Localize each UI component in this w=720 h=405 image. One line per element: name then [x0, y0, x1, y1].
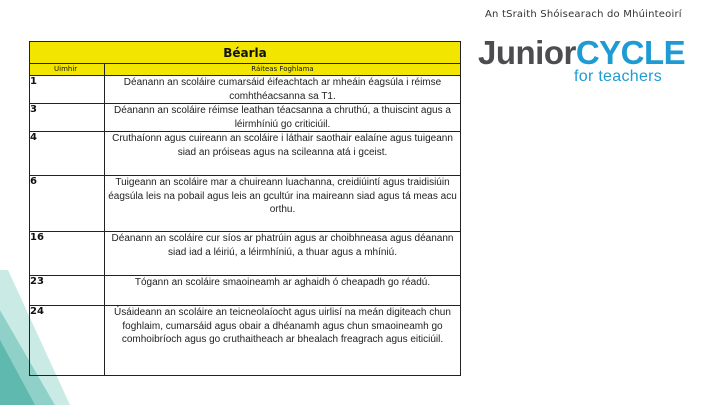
- row-statement: Úsáideann an scoláire an teicneolaíocht agus uirlisí na meán digiteach chun foghlaim, cumarsáid agus obair a dhéanamh agus chun smaoineamh go comhoibríoch agus go cruthaitheach ar bhealach freagrach agus eiticiúil.: [105, 306, 461, 376]
- row-statement: Déanann an scoláire cumarsáid éifeachtach ar mheáin éagsúla i réimse comhthéacsanna sa T1.: [105, 76, 461, 104]
- row-statement: Déanann an scoláire cur síos ar phatrúin agus ar choibhneasa agus déanann siad iad a léiriú, a léirmhíniú, a thuar agus a mhíniú.: [105, 232, 461, 276]
- column-header-number: Uimhir: [30, 64, 105, 76]
- row-statement: Tógann an scoláire smaoineamh ar aghaidh ó cheapadh go réadú.: [105, 276, 461, 306]
- table-row: [30, 276, 461, 306]
- table-row: [30, 306, 461, 376]
- learning-outcomes-table: [29, 41, 461, 376]
- row-number: 1: [30, 76, 105, 104]
- logo-junior: Junior: [478, 34, 576, 71]
- row-statement: Tuigeann an scoláire mar a chuireann luachanna, creidiúintí agus traidisiúin éagsúla leis na pobail agus leis an gcultúr ina maireann siad agus tá meas acu orthu.: [105, 176, 461, 232]
- table-row: [30, 176, 461, 232]
- table-title: Béarla: [30, 42, 461, 64]
- logo-cycle: CYCLE: [575, 34, 686, 71]
- table-row: [30, 232, 461, 276]
- column-header-statement: Ráiteas Foghlama: [105, 64, 461, 76]
- junior-cycle-logo: [478, 34, 713, 90]
- row-statement: Cruthaíonn agus cuireann an scoláire i láthair saothair ealaíne agus tuigeann siad an próiseas agus na scileanna atá i gceist.: [105, 132, 461, 176]
- row-number: 3: [30, 104, 105, 132]
- row-number: 24: [30, 306, 105, 376]
- row-statement: Déanann an scoláire réimse leathan téacsanna a chruthú, a thuiscint agus a léirmhíniú go criticiúil.: [105, 104, 461, 132]
- table-row: [30, 76, 461, 104]
- table-row: [30, 132, 461, 176]
- logo-wordmark: [478, 34, 685, 72]
- row-number: 4: [30, 132, 105, 176]
- tagline: An tSraith Shóisearach do Mhúinteoirí: [485, 9, 682, 20]
- table-row: [30, 104, 461, 132]
- row-number: 23: [30, 276, 105, 306]
- logo-subtitle: for teachers: [574, 68, 663, 85]
- row-number: 6: [30, 176, 105, 232]
- row-number: 16: [30, 232, 105, 276]
